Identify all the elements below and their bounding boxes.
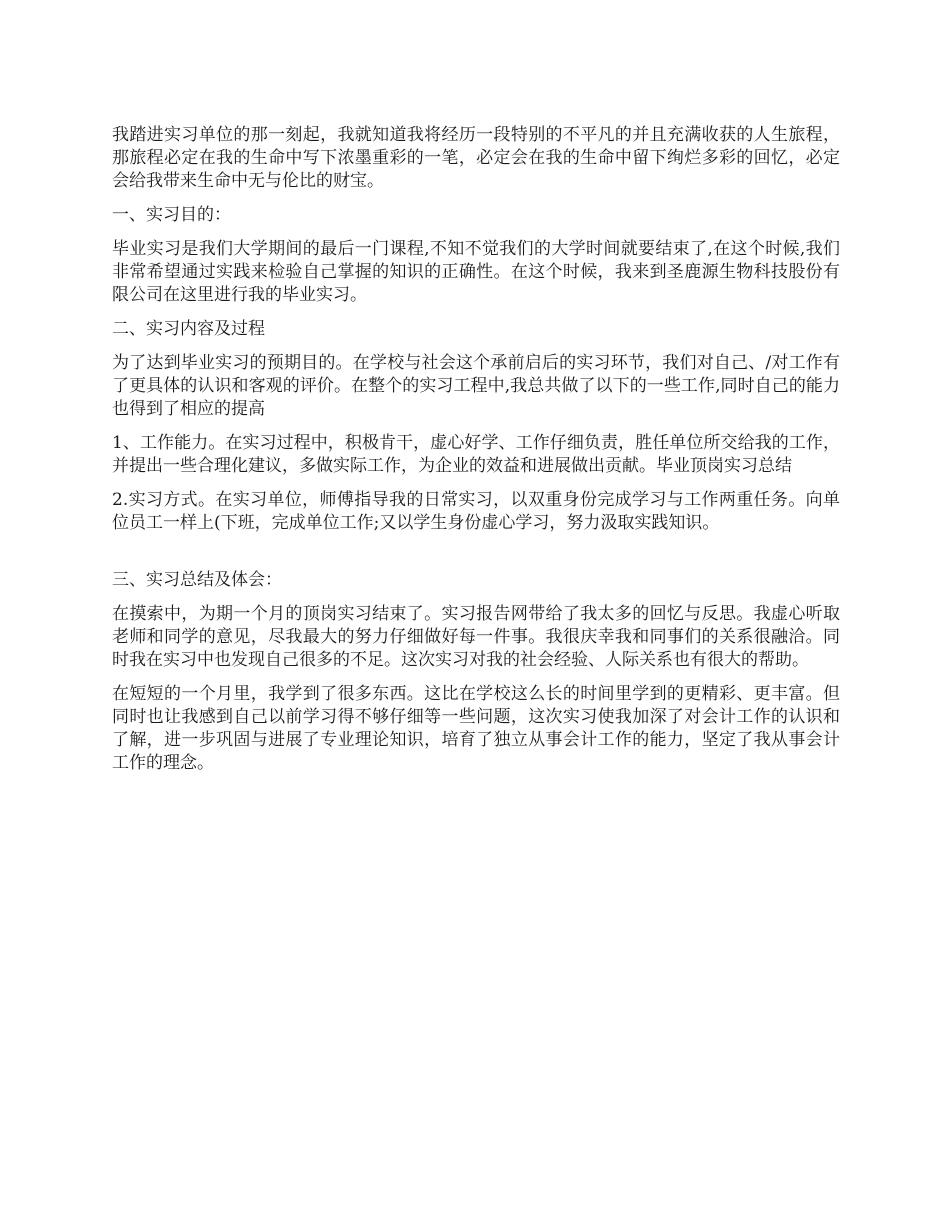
purpose-paragraph: 毕业实习是我们大学期间的最后一门课程,不知不觉我们的大学时间就要结束了,在这个时候,我们非常希望通过实践来检验自己掌握的知识的正确性。在这个时候，我来到圣鹿源生物科技股份有限公司在这里进行我的毕业实习。 <box>112 239 840 305</box>
section-heading-content: 二、实习内容及过程 <box>112 319 265 339</box>
work-ability-paragraph: 1、工作能力。在实习过程中，积极肯干，虚心好学、工作仔细负责，胜任单位所交给我的工作，并提出一些合理化建议，多做实际工作，为企业的效益和进展做出贡献。毕业顶岗实习总结 <box>112 433 840 476</box>
section-heading-summary: 三、实习总结及体会： <box>112 570 282 590</box>
section-heading-purpose: 一、实习目的： <box>112 205 231 225</box>
intro-paragraph: 我踏进实习单位的那一刻起，我就知道我将经历一段特别的不平凡的并且充满收获的人生旅程，那旅程必定在我的生命中写下浓墨重彩的一笔，必定会在我的生命中留下绚烂多彩的回忆，必定会给我带来生命中无与伦比的财宝。 <box>112 125 840 191</box>
content-paragraph: 为了达到毕业实习的预期目的。在学校与社会这个承前启后的实习环节，我们对自己、/对工作有了更具体的认识和客观的评价。在整个的实习工程中,我总共做了以下的一些工作,同时自己的能力也得到了相应的提高 <box>112 353 840 419</box>
document-body <box>112 124 840 786</box>
internship-method-paragraph: 2.实习方式。在实习单位，师傅指导我的日常实习，以双重身份完成学习与工作两重任务。向单位员工一样上(下班，完成单位工作;又以学生身份虚心学习，努力汲取实践知识。 <box>112 490 840 533</box>
summary-paragraph-2: 在短短的一个月里，我学到了很多东西。这比在学校这么长的时间里学到的更精彩、更丰富。但同时也让我感到自己以前学习得不够仔细等一些问题，这次实习使我加深了对会计工作的认识和了解，进一步巩固与进展了专业理论知识，培育了独立从事会计工作的能力，坚定了我从事会计工作的理念。 <box>112 684 840 773</box>
summary-paragraph-1: 在摸索中，为期一个月的顶岗实习结束了。实习报告网带给了我太多的回忆与反思。我虚心听取老师和同学的意见，尽我最大的努力仔细做好每一件事。我很庆幸我和同事们的关系很融洽。同时我在实习中也发现自己很多的不足。这次实习对我的社会经验、人际关系也有很大的帮助。 <box>112 604 840 670</box>
